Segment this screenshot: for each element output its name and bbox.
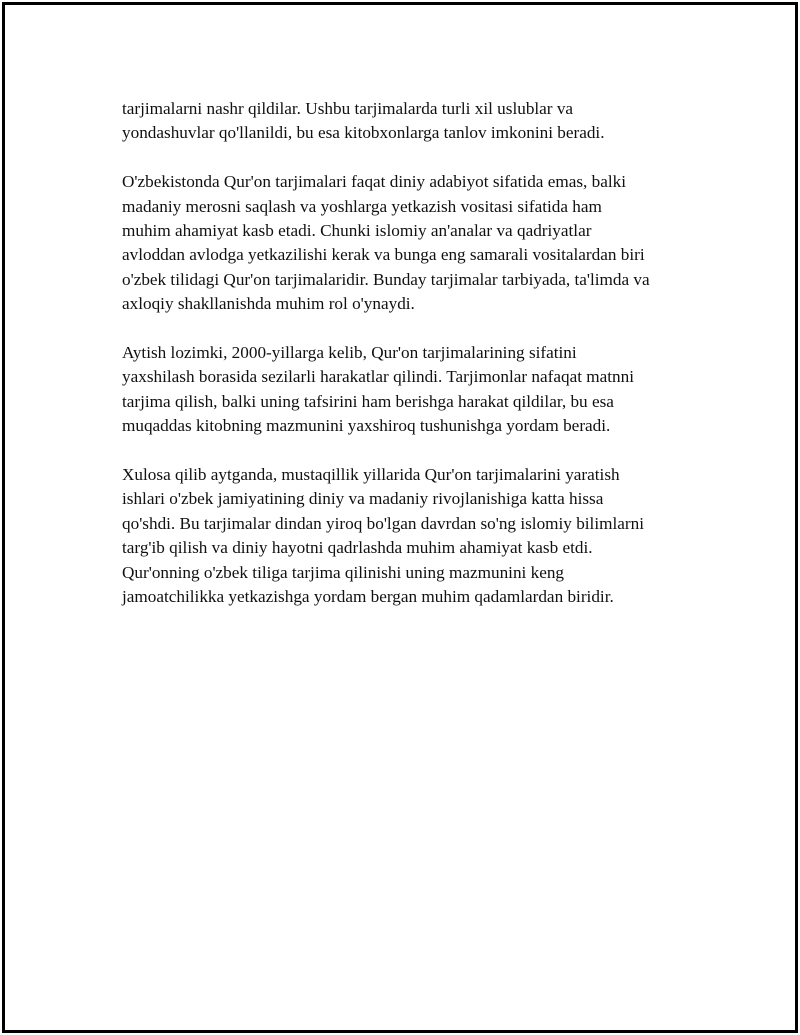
text-line: muhim ahamiyat kasb etadi. Chunki islomiy an'analar va qadriyatlar: [122, 221, 592, 241]
text-line: Qur'onning o'zbek tiliga tarjima qilinishi uning mazmunini keng: [122, 562, 565, 582]
text-line: Aytish lozimki, 2000-yillarga kelib, Qur'on tarjimalarining sifatini: [122, 343, 577, 363]
text-line: ishlari o'zbek jamiyatining diniy va madaniy rivojlanishiga katta hissa: [122, 489, 604, 509]
paragraph-3: [122, 341, 702, 439]
text-line: tarjimalarni nashr qildilar. Ushbu tarjimalarda turli xil uslublar va: [122, 99, 574, 118]
text-line: muqaddas kitobning mazmunini yaxshiroq tushunishga yordam beradi.: [122, 416, 611, 436]
text-line: o'zbek tilidagi Qur'on tarjimalaridir. Bunday tarjimalar tarbiyada, ta'limda va: [122, 269, 650, 289]
text-line: qo'shdi. Bu tarjimalar dindan yiroq bo'lgan davrdan so'ng islomiy bilimlarni: [122, 513, 644, 533]
text-line: Xulosa qilib aytganda, mustaqillik yillarida Qur'on tarjimalarini yaratish: [122, 465, 620, 485]
document-body: [122, 97, 702, 634]
text-line: jamoatchilikka yetkazishga yordam bergan muhim qadamlardan biridir.: [122, 587, 614, 607]
paragraph-2: [122, 170, 702, 316]
paragraph-4: [122, 463, 702, 609]
page-frame: [2, 2, 798, 1033]
text-line: O'zbekistonda Qur'on tarjimalari faqat diniy adabiyot sifatida emas, balki: [122, 172, 627, 192]
text-line: yaxshilash borasida sezilarli harakatlar qilindi. Tarjimonlar nafaqat matnni: [122, 367, 635, 387]
text-line: axloqiy shakllanishda muhim rol o'ynaydi.: [122, 294, 415, 314]
text-line: targ'ib qilish va diniy hayotni qadrlashda muhim ahamiyat kasb etdi.: [122, 538, 593, 558]
text-line: tarjima qilish, balki uning tafsirini ham berishga harakat qildilar, bu esa: [122, 391, 614, 411]
text-line: madaniy merosni saqlash va yoshlarga yetkazish vositasi sifatida ham: [122, 196, 602, 216]
text-line: avloddan avlodga yetkazilishi kerak va bunga eng samarali vositalardan biri: [122, 245, 645, 265]
paragraph-1: [122, 97, 702, 146]
text-line: yondashuvlar qo'llanildi, bu esa kitobxonlarga tanlov imkonini beradi.: [122, 123, 605, 143]
